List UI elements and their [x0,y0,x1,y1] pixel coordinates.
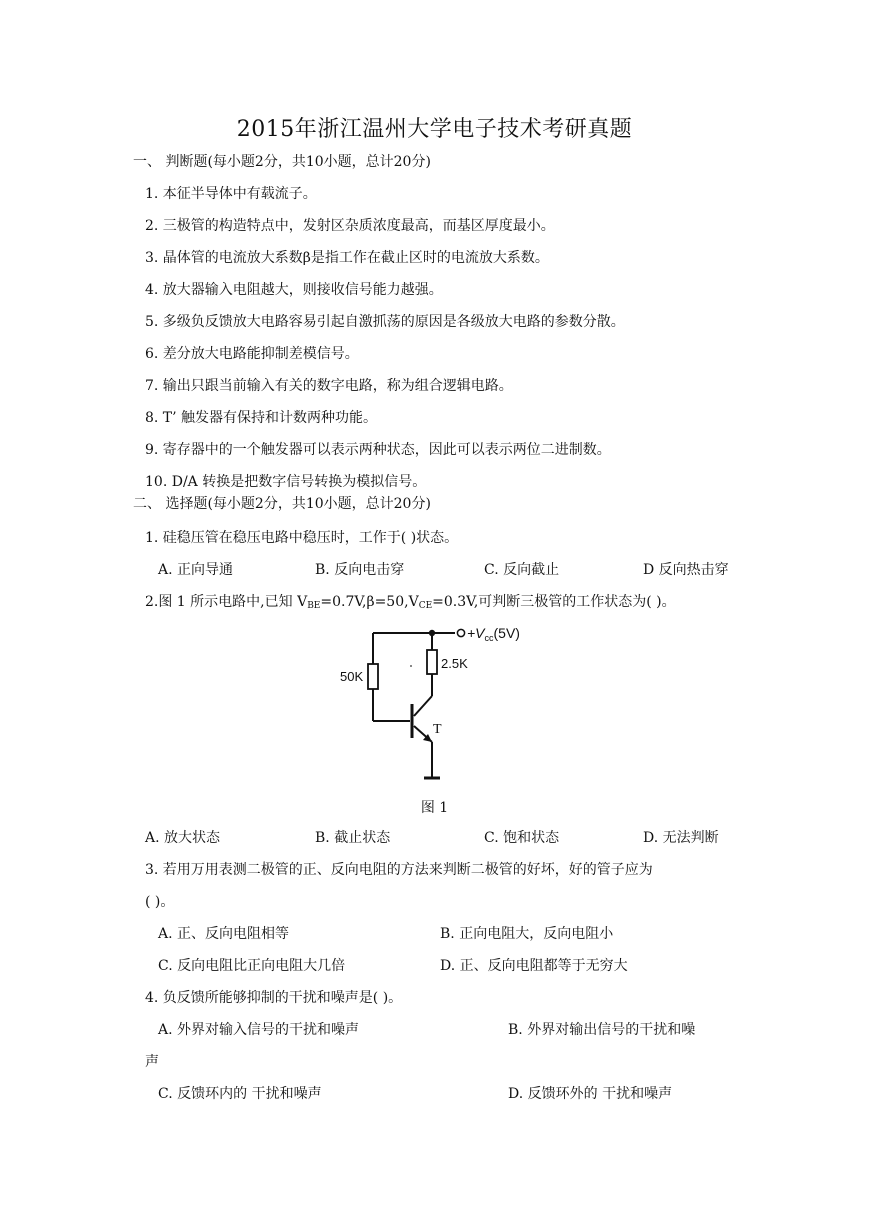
judgment-item-4: 4. 放大器输入电阻越大，则接收信号能力越强。 [145,282,443,298]
collector-resistor [427,650,437,674]
transistor-label: T [433,722,442,737]
junction-dot [429,630,435,636]
question-3-stem: 3. 若用万用表测二极管的正、反向电阻的方法来判断二极管的好坏，好的管子应为 [145,862,653,878]
judgment-item-10: 10. D/A 转换是把数字信号转换为模拟信号。 [145,474,427,490]
question-3-stem-cont: ( )。 [145,894,175,910]
q3-option-a: A. 正、反向电阻相等 [158,926,290,942]
q1-option-b: B. 反向电击穿 [315,562,405,578]
q2-option-a: A. 放大状态 [145,830,221,846]
q4-option-b-cont: 声 [145,1054,159,1070]
q4-option-d: D. 反馈环外的 干扰和噪声 [508,1086,673,1102]
section-heading-choice: 二、 选择题(每小题2分，共10小题，总计20分) [133,496,431,512]
q2-subscript-ce: CE [418,601,433,611]
judgment-item-1: 1. 本征半导体中有载流子。 [145,186,317,202]
figure-caption: 图 1 [420,800,449,816]
q2-option-c: C. 饱和状态 [484,830,560,846]
q2-option-b: B. 截止状态 [315,830,391,846]
judgment-item-6: 6. 差分放大电路能抑制差模信号。 [145,346,359,362]
judgment-item-7: 7. 输出只跟当前输入有关的数字电路，称为组合逻辑电路。 [145,378,513,394]
base-resistor [368,664,378,689]
question-2-stem [145,592,676,616]
judgment-item-9: 9. 寄存器中的一个触发器可以表示两种状态，因此可以表示两位二进制数。 [145,442,611,458]
q4-option-a: A. 外界对输入信号的干扰和噪声 [158,1022,360,1038]
judgment-item-3: 3. 晶体管的电流放大系数β是指工作在截止区时的电流放大系数。 [145,250,549,266]
judgment-item-5: 5. 多级负反馈放大电路容易引起自激抓荡的原因是各级放大电路的参数分散。 [145,314,625,330]
page-title: 2015年浙江温州大学电子技术考研真题 [236,117,633,142]
base-resistor-label: 50K [340,669,364,684]
q3-option-b: B. 正向电阻大，反向电阻小 [440,926,614,942]
q1-option-c: C. 反向截止 [484,562,560,578]
vcc-terminal [457,629,464,636]
q3-option-c: C. 反向电阻比正向电阻大几倍 [158,958,346,974]
question-1-stem: 1. 硅稳压管在稳压电路中稳压时，工作于( )状态。 [145,530,459,546]
q1-option-a: A. 正向导通 [158,562,234,578]
transistor-collector [414,696,432,716]
vcc-label: $+V_{cc}(5V)$ [467,625,520,643]
q4-option-b: B. 外界对输出信号的干扰和噪 [508,1022,696,1038]
q2-stem-part-1: 2.图 1 所示电路中,已知 V [145,594,308,610]
q2-stem-part-2: =0.7V,β=50,V [320,594,419,610]
q2-option-d: D. 无法判断 [643,830,719,846]
q4-option-c: C. 反馈环内的 干扰和噪声 [158,1086,322,1102]
judgment-item-8: 8. T’ 触发器有保持和计数两种功能。 [145,410,378,426]
q2-stem-part-3: =0.3V,可判断三极管的工作状态为( )。 [432,594,676,610]
q3-option-d: D. 正、反向电阻都等于无穷大 [440,958,628,974]
question-4-stem: 4. 负反馈所能够抑制的干扰和噪声是( )。 [145,990,403,1006]
q1-option-d: D 反向热击穿 [643,562,729,578]
q2-subscript-be: BE [307,601,321,611]
circuit-diagram [335,622,540,794]
judgment-item-2: 2. 三极管的构造特点中，发射区杂质浓度最高，而基区厚度最小。 [145,218,555,234]
section-heading-judgment: 一、 判断题(每小题2分，共10小题，总计20分) [133,154,431,170]
collector-resistor-label: 2.5K [441,656,468,671]
